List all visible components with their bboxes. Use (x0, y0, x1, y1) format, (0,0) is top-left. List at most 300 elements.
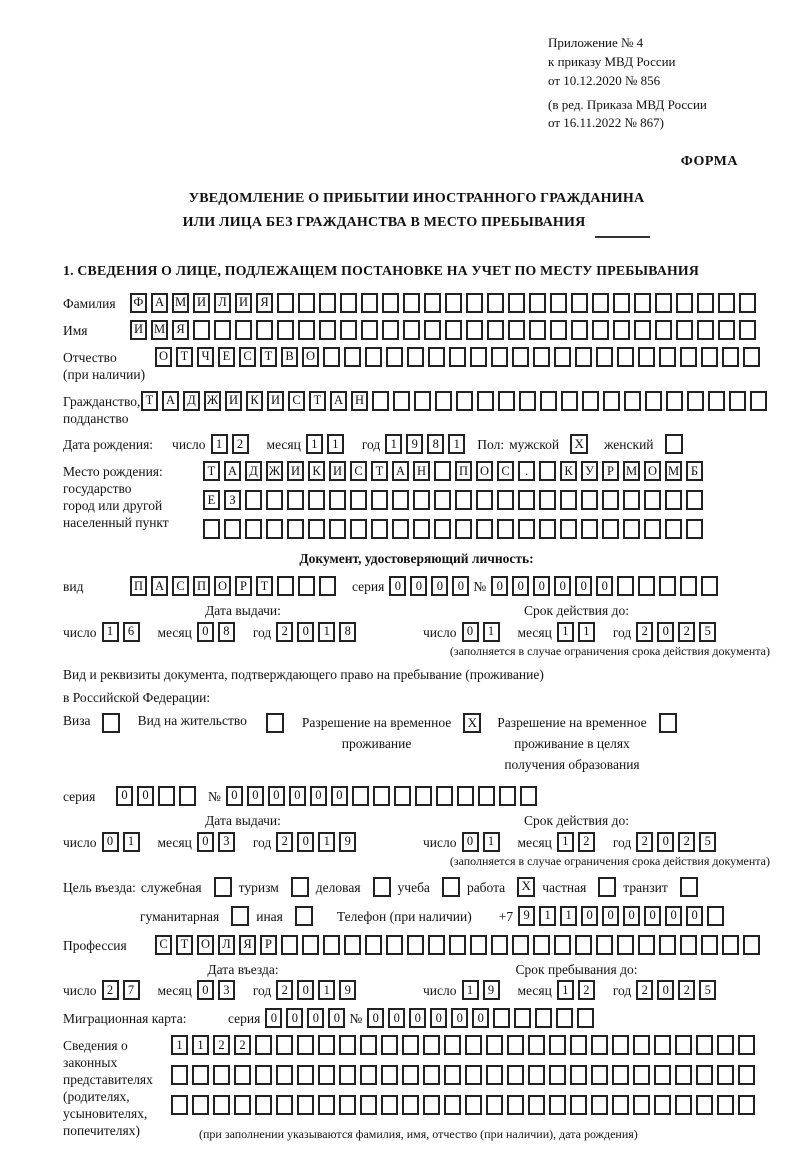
male-checkbox[interactable]: X (570, 434, 588, 454)
char-cell[interactable] (680, 576, 697, 596)
char-cell[interactable]: С (172, 576, 189, 596)
char-cell[interactable] (717, 1035, 734, 1055)
char-cell[interactable] (413, 519, 430, 539)
char-cell[interactable] (533, 347, 550, 367)
char-cell[interactable]: 1 (539, 906, 556, 926)
char-cell[interactable] (686, 519, 703, 539)
char-cell[interactable]: Р (260, 935, 277, 955)
char-cell[interactable]: 0 (581, 906, 598, 926)
char-cell[interactable] (371, 519, 388, 539)
char-cell[interactable]: 8 (427, 434, 444, 454)
char-cell[interactable]: 9 (483, 980, 500, 1000)
char-cell[interactable] (287, 519, 304, 539)
char-cell[interactable]: З (224, 490, 241, 510)
char-cell[interactable]: 0 (297, 622, 314, 642)
char-cell[interactable] (529, 293, 546, 313)
char-cell[interactable] (514, 1008, 531, 1028)
char-cell[interactable] (498, 391, 515, 411)
char-cell[interactable]: 2 (636, 980, 653, 1000)
char-cell[interactable]: 0 (197, 832, 214, 852)
char-cell[interactable] (402, 1065, 419, 1085)
char-cell[interactable]: 2 (678, 622, 695, 642)
char-cell[interactable]: 5 (699, 980, 716, 1000)
char-cell[interactable] (352, 786, 369, 806)
char-cell[interactable]: 1 (557, 832, 574, 852)
char-cell[interactable] (638, 347, 655, 367)
char-cell[interactable]: 2 (213, 1035, 230, 1055)
char-cell[interactable] (518, 519, 535, 539)
char-cell[interactable] (549, 1065, 566, 1085)
char-cell[interactable]: О (155, 347, 172, 367)
char-cell[interactable]: 1 (123, 832, 140, 852)
char-cell[interactable] (561, 391, 578, 411)
char-cell[interactable] (577, 1008, 594, 1028)
char-cell[interactable] (340, 320, 357, 340)
char-cell[interactable] (449, 347, 466, 367)
char-cell[interactable] (659, 935, 676, 955)
char-cell[interactable] (414, 391, 431, 411)
char-cell[interactable] (575, 935, 592, 955)
char-cell[interactable] (613, 320, 630, 340)
humanitarian-checkbox[interactable] (231, 906, 249, 926)
char-cell[interactable]: С (497, 461, 514, 481)
char-cell[interactable] (591, 1065, 608, 1085)
char-cell[interactable] (365, 347, 382, 367)
char-cell[interactable]: 0 (657, 832, 674, 852)
char-cell[interactable] (287, 490, 304, 510)
char-cell[interactable]: . (518, 461, 535, 481)
char-cell[interactable]: 1 (171, 1035, 188, 1055)
char-cell[interactable]: 0 (431, 576, 448, 596)
char-cell[interactable]: 2 (636, 622, 653, 642)
char-cell[interactable]: 0 (410, 576, 427, 596)
official-checkbox[interactable] (214, 877, 232, 897)
char-cell[interactable] (318, 1095, 335, 1115)
char-cell[interactable] (680, 935, 697, 955)
char-cell[interactable]: 8 (218, 622, 235, 642)
char-cell[interactable] (339, 1035, 356, 1055)
char-cell[interactable]: 2 (276, 622, 293, 642)
char-cell[interactable] (750, 391, 767, 411)
char-cell[interactable] (171, 1065, 188, 1085)
char-cell[interactable] (423, 1035, 440, 1055)
char-cell[interactable] (234, 1095, 251, 1115)
char-cell[interactable] (423, 1065, 440, 1085)
char-cell[interactable] (602, 519, 619, 539)
char-cell[interactable] (549, 1035, 566, 1055)
char-cell[interactable]: 0 (297, 832, 314, 852)
char-cell[interactable]: 2 (678, 832, 695, 852)
char-cell[interactable] (696, 1065, 713, 1085)
char-cell[interactable]: 2 (102, 980, 119, 1000)
char-cell[interactable] (560, 490, 577, 510)
char-cell[interactable]: О (214, 576, 231, 596)
char-cell[interactable]: 0 (462, 832, 479, 852)
char-cell[interactable] (434, 461, 451, 481)
char-cell[interactable] (477, 391, 494, 411)
char-cell[interactable]: 1 (483, 832, 500, 852)
char-cell[interactable] (644, 490, 661, 510)
char-cell[interactable]: 0 (331, 786, 348, 806)
char-cell[interactable] (455, 519, 472, 539)
char-cell[interactable] (602, 490, 619, 510)
char-cell[interactable] (520, 786, 537, 806)
tourism-checkbox[interactable] (291, 877, 309, 897)
char-cell[interactable]: 0 (247, 786, 264, 806)
char-cell[interactable]: 1 (306, 434, 323, 454)
char-cell[interactable] (570, 1035, 587, 1055)
char-cell[interactable] (344, 935, 361, 955)
char-cell[interactable]: Ф (130, 293, 147, 313)
char-cell[interactable] (675, 1035, 692, 1055)
char-cell[interactable] (696, 1095, 713, 1115)
char-cell[interactable]: 2 (234, 1035, 251, 1055)
char-cell[interactable] (570, 1065, 587, 1085)
char-cell[interactable] (571, 320, 588, 340)
char-cell[interactable]: 1 (318, 980, 335, 1000)
char-cell[interactable]: Е (218, 347, 235, 367)
char-cell[interactable]: Т (176, 347, 193, 367)
char-cell[interactable] (739, 293, 756, 313)
char-cell[interactable]: Т (309, 391, 326, 411)
char-cell[interactable]: 0 (289, 786, 306, 806)
char-cell[interactable]: 9 (339, 980, 356, 1000)
char-cell[interactable] (499, 786, 516, 806)
char-cell[interactable]: Т (256, 576, 273, 596)
char-cell[interactable] (277, 293, 294, 313)
char-cell[interactable] (192, 1065, 209, 1085)
char-cell[interactable] (415, 786, 432, 806)
char-cell[interactable] (738, 1065, 755, 1085)
char-cell[interactable] (738, 1095, 755, 1115)
char-cell[interactable] (297, 1065, 314, 1085)
temp-residence-checkbox[interactable]: X (463, 713, 481, 733)
char-cell[interactable] (424, 293, 441, 313)
char-cell[interactable]: О (197, 935, 214, 955)
char-cell[interactable]: 0 (665, 906, 682, 926)
char-cell[interactable] (743, 347, 760, 367)
char-cell[interactable] (276, 1035, 293, 1055)
char-cell[interactable] (423, 1095, 440, 1115)
char-cell[interactable]: 1 (557, 980, 574, 1000)
char-cell[interactable]: К (560, 461, 577, 481)
char-cell[interactable] (613, 293, 630, 313)
char-cell[interactable]: 1 (327, 434, 344, 454)
char-cell[interactable]: 0 (197, 622, 214, 642)
char-cell[interactable] (554, 935, 571, 955)
char-cell[interactable] (329, 519, 346, 539)
char-cell[interactable]: 0 (310, 786, 327, 806)
char-cell[interactable]: 0 (512, 576, 529, 596)
char-cell[interactable]: Н (351, 391, 368, 411)
char-cell[interactable] (457, 786, 474, 806)
char-cell[interactable] (623, 490, 640, 510)
private-checkbox[interactable] (598, 877, 616, 897)
char-cell[interactable]: 0 (297, 980, 314, 1000)
char-cell[interactable] (612, 1035, 629, 1055)
char-cell[interactable] (319, 320, 336, 340)
char-cell[interactable] (436, 786, 453, 806)
char-cell[interactable] (508, 293, 525, 313)
char-cell[interactable] (277, 576, 294, 596)
char-cell[interactable] (676, 293, 693, 313)
char-cell[interactable]: Л (218, 935, 235, 955)
char-cell[interactable] (360, 1065, 377, 1085)
char-cell[interactable] (612, 1095, 629, 1115)
char-cell[interactable]: С (288, 391, 305, 411)
char-cell[interactable] (591, 1095, 608, 1115)
char-cell[interactable] (581, 519, 598, 539)
char-cell[interactable]: С (239, 347, 256, 367)
char-cell[interactable] (659, 347, 676, 367)
char-cell[interactable] (297, 1095, 314, 1115)
char-cell[interactable]: Д (245, 461, 262, 481)
char-cell[interactable] (617, 935, 634, 955)
char-cell[interactable]: 1 (462, 980, 479, 1000)
char-cell[interactable]: 0 (644, 906, 661, 926)
char-cell[interactable] (386, 935, 403, 955)
char-cell[interactable] (193, 320, 210, 340)
char-cell[interactable]: Ч (197, 347, 214, 367)
char-cell[interactable] (497, 519, 514, 539)
char-cell[interactable] (486, 1035, 503, 1055)
char-cell[interactable] (539, 519, 556, 539)
char-cell[interactable]: К (246, 391, 263, 411)
char-cell[interactable] (634, 320, 651, 340)
char-cell[interactable] (360, 1095, 377, 1115)
char-cell[interactable] (717, 1065, 734, 1085)
char-cell[interactable] (465, 1095, 482, 1115)
char-cell[interactable]: 0 (554, 576, 571, 596)
char-cell[interactable]: 0 (388, 1008, 405, 1028)
char-cell[interactable]: П (130, 576, 147, 596)
char-cell[interactable] (476, 490, 493, 510)
char-cell[interactable] (386, 347, 403, 367)
char-cell[interactable]: 2 (578, 832, 595, 852)
char-cell[interactable]: Н (413, 461, 430, 481)
char-cell[interactable] (654, 1065, 671, 1085)
char-cell[interactable] (529, 320, 546, 340)
char-cell[interactable] (507, 1035, 524, 1055)
char-cell[interactable] (718, 320, 735, 340)
char-cell[interactable] (318, 1035, 335, 1055)
char-cell[interactable] (654, 1035, 671, 1055)
char-cell[interactable] (361, 293, 378, 313)
char-cell[interactable] (373, 786, 390, 806)
char-cell[interactable] (256, 320, 273, 340)
char-cell[interactable]: 0 (409, 1008, 426, 1028)
char-cell[interactable] (582, 391, 599, 411)
char-cell[interactable] (644, 519, 661, 539)
char-cell[interactable]: Е (203, 490, 220, 510)
char-cell[interactable] (624, 391, 641, 411)
char-cell[interactable]: 0 (657, 622, 674, 642)
char-cell[interactable]: 1 (578, 622, 595, 642)
char-cell[interactable]: 0 (286, 1008, 303, 1028)
char-cell[interactable]: И (235, 293, 252, 313)
char-cell[interactable] (323, 935, 340, 955)
char-cell[interactable] (550, 320, 567, 340)
char-cell[interactable] (245, 519, 262, 539)
char-cell[interactable] (633, 1035, 650, 1055)
char-cell[interactable]: 0 (102, 832, 119, 852)
char-cell[interactable] (623, 519, 640, 539)
char-cell[interactable]: 0 (686, 906, 703, 926)
char-cell[interactable] (617, 576, 634, 596)
char-cell[interactable] (686, 490, 703, 510)
char-cell[interactable] (213, 1065, 230, 1085)
char-cell[interactable] (560, 519, 577, 539)
char-cell[interactable] (381, 1095, 398, 1115)
char-cell[interactable]: Ж (204, 391, 221, 411)
char-cell[interactable] (444, 1095, 461, 1115)
other-checkbox[interactable] (295, 906, 313, 926)
char-cell[interactable] (235, 320, 252, 340)
char-cell[interactable] (478, 786, 495, 806)
char-cell[interactable]: Я (256, 293, 273, 313)
char-cell[interactable]: 5 (699, 622, 716, 642)
char-cell[interactable]: А (151, 293, 168, 313)
char-cell[interactable]: Л (214, 293, 231, 313)
char-cell[interactable] (424, 320, 441, 340)
char-cell[interactable] (382, 293, 399, 313)
char-cell[interactable] (298, 320, 315, 340)
char-cell[interactable]: 0 (491, 576, 508, 596)
char-cell[interactable] (638, 576, 655, 596)
char-cell[interactable] (518, 490, 535, 510)
char-cell[interactable] (486, 1095, 503, 1115)
char-cell[interactable] (512, 935, 529, 955)
char-cell[interactable] (394, 786, 411, 806)
char-cell[interactable] (575, 347, 592, 367)
char-cell[interactable] (465, 1035, 482, 1055)
char-cell[interactable]: 0 (602, 906, 619, 926)
char-cell[interactable]: 1 (318, 832, 335, 852)
char-cell[interactable] (245, 490, 262, 510)
char-cell[interactable]: А (392, 461, 409, 481)
char-cell[interactable] (680, 347, 697, 367)
char-cell[interactable] (350, 519, 367, 539)
char-cell[interactable] (722, 347, 739, 367)
char-cell[interactable]: П (455, 461, 472, 481)
char-cell[interactable] (491, 347, 508, 367)
char-cell[interactable] (487, 293, 504, 313)
char-cell[interactable] (708, 391, 725, 411)
char-cell[interactable] (528, 1095, 545, 1115)
char-cell[interactable] (298, 576, 315, 596)
char-cell[interactable] (308, 490, 325, 510)
char-cell[interactable]: О (302, 347, 319, 367)
char-cell[interactable] (444, 1035, 461, 1055)
char-cell[interactable] (701, 935, 718, 955)
char-cell[interactable]: 0 (307, 1008, 324, 1028)
char-cell[interactable]: 8 (339, 622, 356, 642)
char-cell[interactable] (361, 320, 378, 340)
study-checkbox[interactable] (442, 877, 460, 897)
char-cell[interactable] (470, 347, 487, 367)
char-cell[interactable]: 1 (102, 622, 119, 642)
char-cell[interactable]: М (151, 320, 168, 340)
char-cell[interactable]: Р (602, 461, 619, 481)
female-checkbox[interactable] (665, 434, 683, 454)
char-cell[interactable] (675, 1095, 692, 1115)
char-cell[interactable] (470, 935, 487, 955)
char-cell[interactable] (365, 935, 382, 955)
char-cell[interactable] (638, 935, 655, 955)
char-cell[interactable]: 0 (575, 576, 592, 596)
char-cell[interactable]: К (308, 461, 325, 481)
char-cell[interactable]: 1 (318, 622, 335, 642)
char-cell[interactable] (535, 1008, 552, 1028)
char-cell[interactable]: 5 (699, 832, 716, 852)
char-cell[interactable]: И (329, 461, 346, 481)
char-cell[interactable]: 0 (462, 622, 479, 642)
char-cell[interactable] (255, 1065, 272, 1085)
char-cell[interactable]: 0 (452, 576, 469, 596)
char-cell[interactable] (192, 1095, 209, 1115)
char-cell[interactable] (340, 293, 357, 313)
char-cell[interactable] (407, 347, 424, 367)
char-cell[interactable] (435, 391, 452, 411)
char-cell[interactable] (466, 293, 483, 313)
char-cell[interactable] (519, 391, 536, 411)
char-cell[interactable] (687, 391, 704, 411)
char-cell[interactable] (392, 490, 409, 510)
char-cell[interactable] (234, 1065, 251, 1085)
char-cell[interactable]: 6 (123, 622, 140, 642)
char-cell[interactable]: 0 (533, 576, 550, 596)
char-cell[interactable] (666, 391, 683, 411)
char-cell[interactable]: В (281, 347, 298, 367)
char-cell[interactable]: Т (203, 461, 220, 481)
char-cell[interactable] (382, 320, 399, 340)
char-cell[interactable] (350, 490, 367, 510)
char-cell[interactable] (739, 320, 756, 340)
char-cell[interactable]: 0 (116, 786, 133, 806)
char-cell[interactable]: Т (371, 461, 388, 481)
char-cell[interactable] (697, 320, 714, 340)
char-cell[interactable]: 0 (430, 1008, 447, 1028)
char-cell[interactable] (645, 391, 662, 411)
char-cell[interactable] (486, 1065, 503, 1085)
char-cell[interactable]: 0 (472, 1008, 489, 1028)
char-cell[interactable] (487, 320, 504, 340)
char-cell[interactable] (617, 347, 634, 367)
char-cell[interactable] (556, 1008, 573, 1028)
char-cell[interactable]: 0 (197, 980, 214, 1000)
char-cell[interactable]: Ж (266, 461, 283, 481)
char-cell[interactable] (570, 1095, 587, 1115)
char-cell[interactable]: 0 (623, 906, 640, 926)
char-cell[interactable]: 1 (560, 906, 577, 926)
char-cell[interactable]: 2 (578, 980, 595, 1000)
char-cell[interactable]: И (193, 293, 210, 313)
char-cell[interactable] (402, 1095, 419, 1115)
char-cell[interactable] (214, 320, 231, 340)
char-cell[interactable] (493, 1008, 510, 1028)
char-cell[interactable] (158, 786, 175, 806)
char-cell[interactable] (554, 347, 571, 367)
char-cell[interactable]: У (581, 461, 598, 481)
visa-checkbox[interactable] (102, 713, 120, 733)
char-cell[interactable] (403, 293, 420, 313)
char-cell[interactable] (697, 293, 714, 313)
char-cell[interactable]: И (130, 320, 147, 340)
char-cell[interactable] (596, 935, 613, 955)
char-cell[interactable]: П (193, 576, 210, 596)
char-cell[interactable]: 2 (276, 980, 293, 1000)
char-cell[interactable] (428, 347, 445, 367)
